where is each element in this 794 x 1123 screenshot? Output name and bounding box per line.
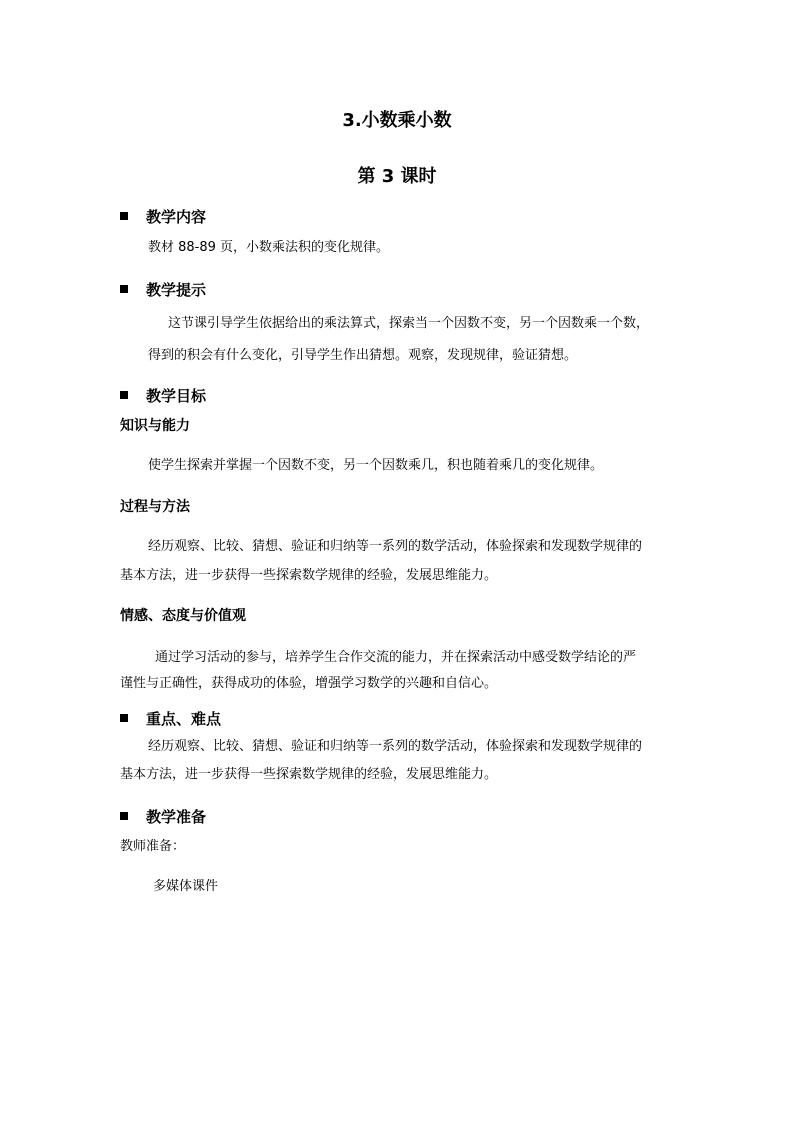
content-text: 教材 88-89 页，小数乘法积的变化规律。 <box>148 240 390 255</box>
section-heading-text: 教学目标 <box>146 387 207 405</box>
section-heading-preparation <box>120 806 206 827</box>
section-heading-text: 教学内容 <box>146 208 207 226</box>
section-heading-text: 教学提示 <box>146 281 207 299</box>
square-bullet-icon <box>120 212 128 220</box>
subheading-process: 过程与方法 <box>120 499 190 515</box>
emotion-line-1: 通过学习活动的参与，培养学生合作交流的能力，并在探索活动中感受数学结论的严 <box>155 650 637 665</box>
teacher-prep-item: 多媒体课件 <box>153 879 219 894</box>
section-heading-key-points <box>120 708 221 729</box>
section-heading-hint <box>120 279 206 300</box>
knowledge-text: 使学生探索并掌握一个因数不变，另一个因数乘几，积也随着乘几的变化规律。 <box>148 458 604 473</box>
section-heading-goals <box>120 385 206 406</box>
section-heading-content <box>120 206 206 227</box>
hint-line-2: 得到的积会有什么变化，引导学生作出猜想。观察，发现规律，验证猜想。 <box>148 348 578 363</box>
section-heading-text: 重点、难点 <box>146 710 222 728</box>
square-bullet-icon <box>120 391 128 399</box>
process-line-1: 经历观察、比较、猜想、验证和归纳等一系列的数学活动，体验探索和发现数学规律的 <box>148 539 643 554</box>
subheading-knowledge: 知识与能力 <box>120 418 190 434</box>
emotion-line-2: 谨性与正确性，获得成功的体验，增强学习数学的兴趣和自信心。 <box>120 676 498 691</box>
document-title: 3.小数乘小数 <box>342 110 452 131</box>
hint-line-1: 这节课引导学生依据给出的乘法算式，探索当一个因数不变，另一个因数乘一个数， <box>168 316 650 331</box>
key-points-line-2: 基本方法，进一步获得一些探索数学规律的经验，发展思维能力。 <box>120 767 498 782</box>
process-line-2: 基本方法，进一步获得一些探索数学规律的经验，发展思维能力。 <box>120 568 498 583</box>
key-points-line-1: 经历观察、比较、猜想、验证和归纳等一系列的数学活动，体验探索和发现数学规律的 <box>148 739 643 754</box>
teacher-prep-label: 教师准备： <box>120 839 186 854</box>
square-bullet-icon <box>120 812 128 820</box>
lesson-number: 第 3 课时 <box>357 166 437 187</box>
section-heading-text: 教学准备 <box>146 808 207 826</box>
square-bullet-icon <box>120 714 128 722</box>
subheading-emotion: 情感、态度与价值观 <box>120 608 246 624</box>
square-bullet-icon <box>120 285 128 293</box>
